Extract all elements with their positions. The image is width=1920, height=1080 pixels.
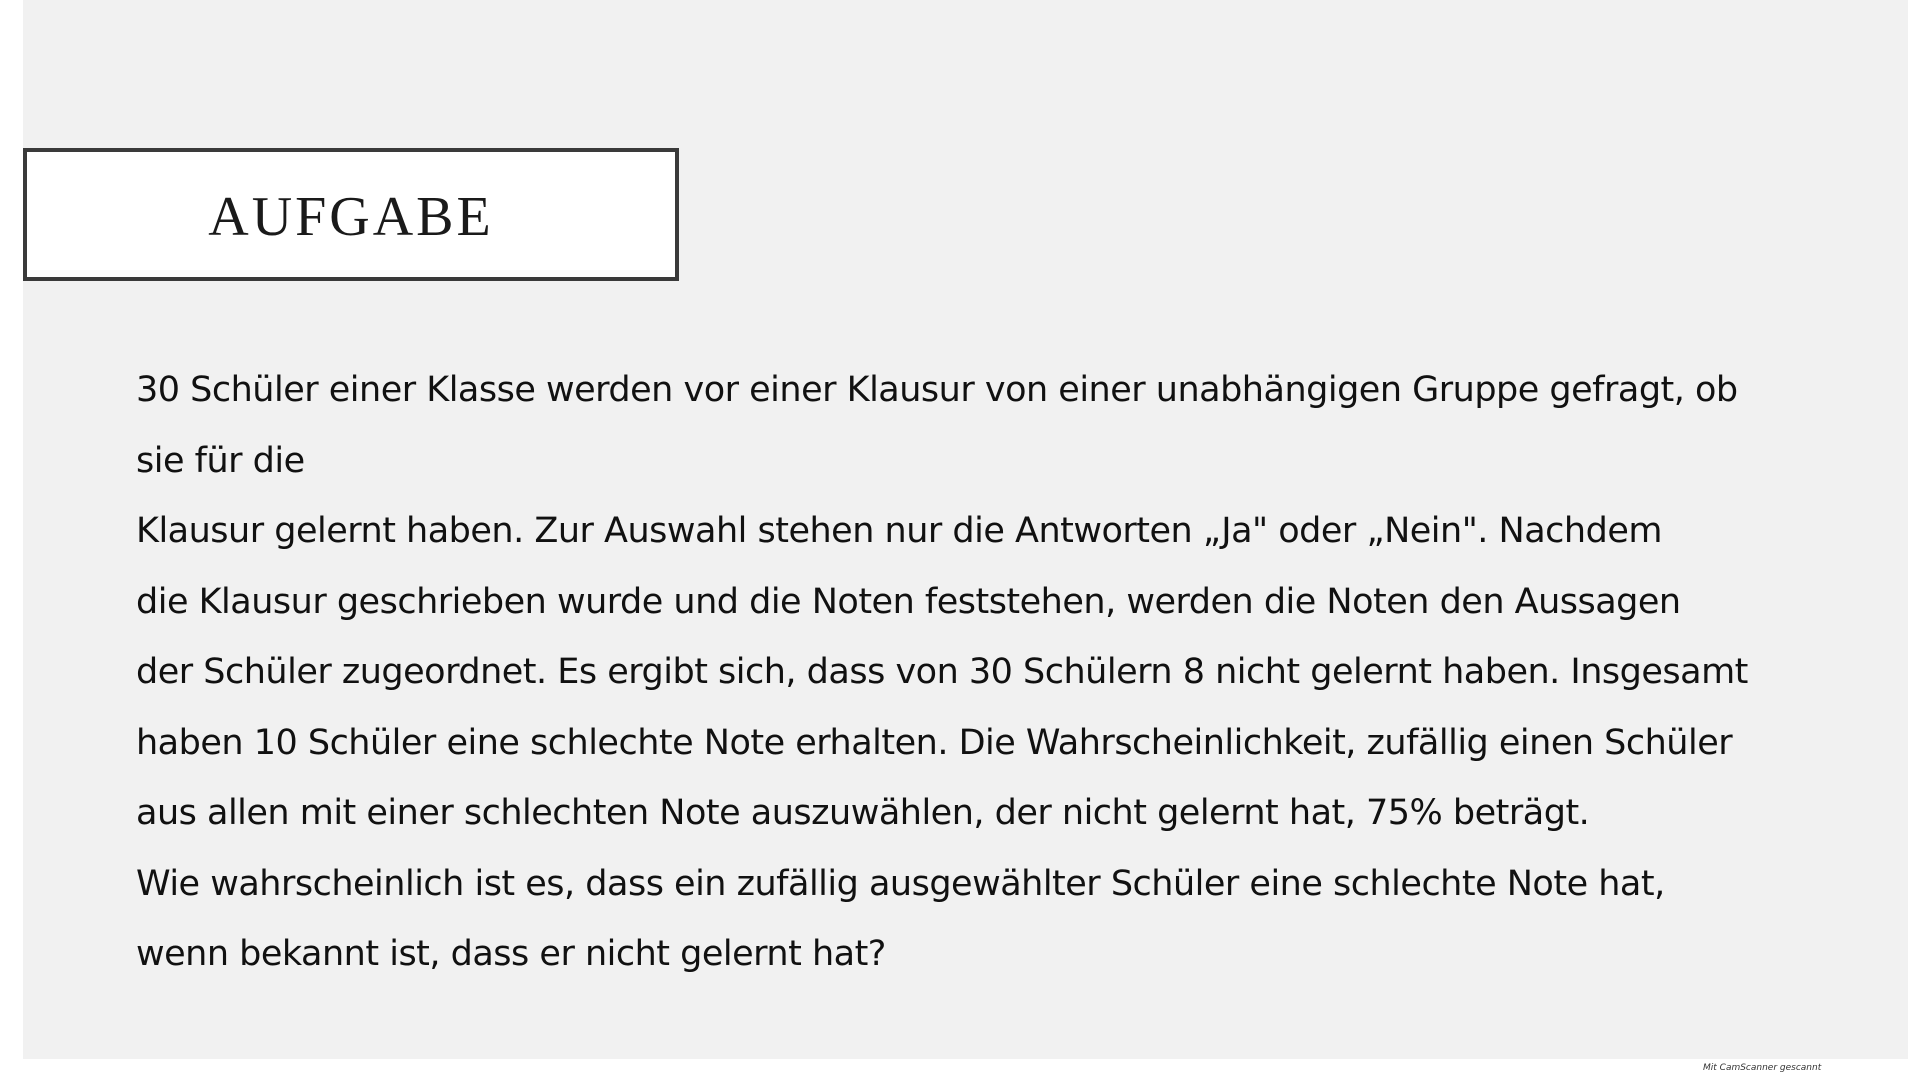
title-box xyxy=(23,148,679,281)
slide-title: AUFGABE xyxy=(208,185,494,248)
text-line: der Schüler zugeordnet. Es ergibt sich, dass von 30 Schülern 8 nicht gelernt haben. Insgesamt xyxy=(136,652,1748,692)
scanner-watermark: Mit CamScanner gescannt xyxy=(1703,1063,1822,1073)
text-line: Klausur gelernt haben. Zur Auswahl stehen nur die Antworten „Ja" oder „Nein". Nachdem xyxy=(136,511,1662,551)
task-text xyxy=(136,355,1748,990)
text-line: 30 Schüler einer Klasse werden vor einer Klausur von einer unabhängigen Gruppe gefragt, ob xyxy=(136,370,1738,410)
text-line: die Klausur geschrieben wurde und die Noten feststehen, werden die Noten den Aussagen xyxy=(136,581,1681,622)
text-line: sie für die xyxy=(136,440,305,481)
text-line: aus allen mit einer schlechten Note auszuwählen, der nicht gelernt hat, 75% beträgt. xyxy=(136,793,1590,833)
text-line: Wie wahrscheinlich ist es, dass ein zufällig ausgewählter Schüler eine schlechte Note hat, xyxy=(136,863,1665,904)
text-line: haben 10 Schüler eine schlechte Note erhalten. Die Wahrscheinlichkeit, zufällig einen Schüler xyxy=(136,722,1733,763)
text-line: wenn bekannt ist, dass er nicht gelernt hat? xyxy=(136,934,886,974)
